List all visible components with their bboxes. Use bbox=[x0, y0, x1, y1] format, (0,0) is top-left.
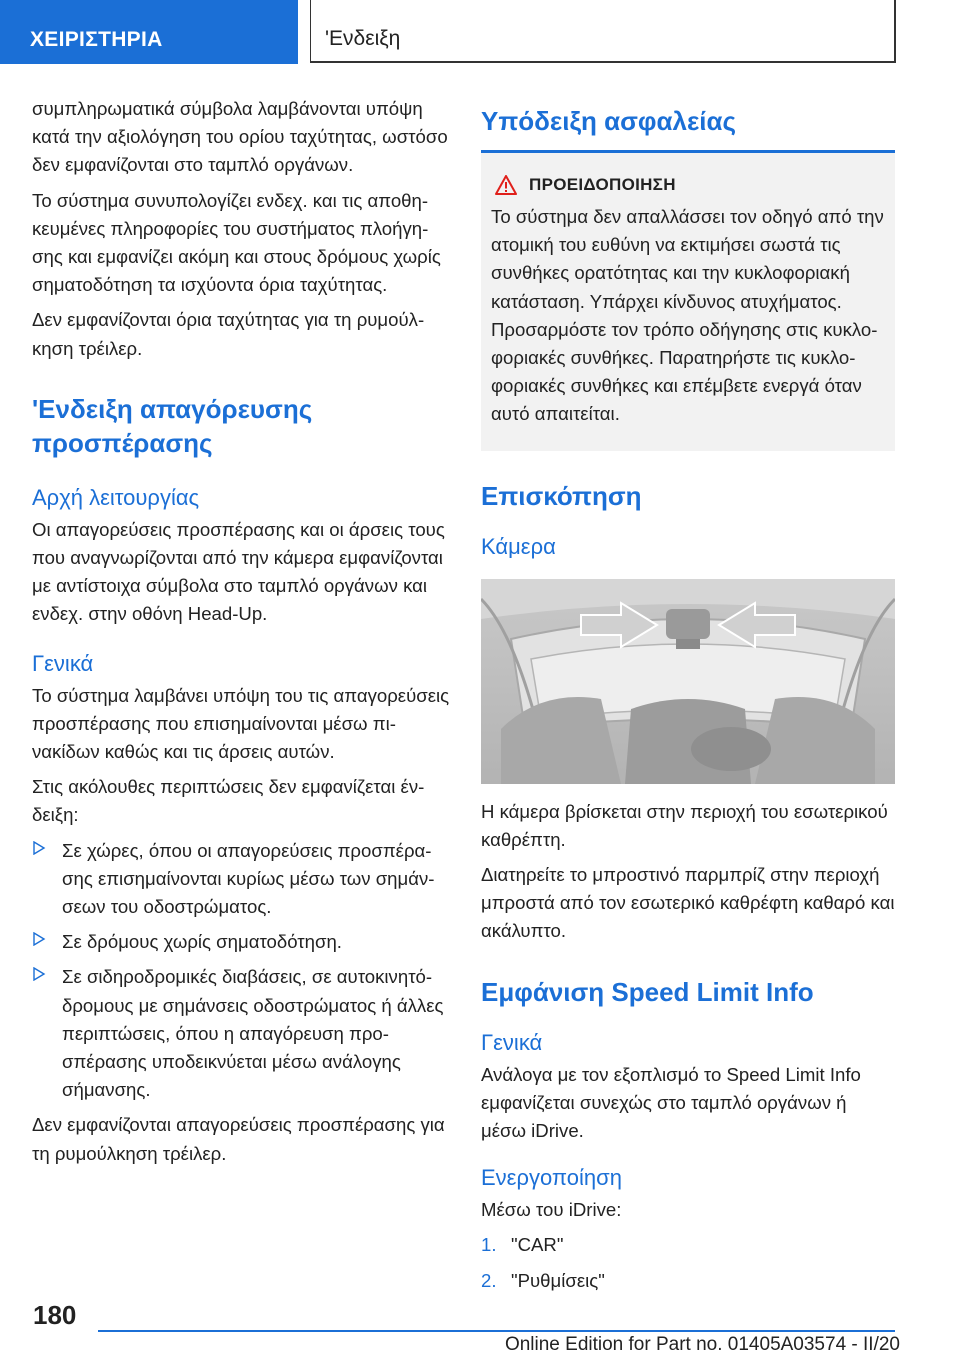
list-item-text: Σε σιδηροδρομικές διαβάσεις, σε αυτοκινητόδρομους με σημάνσεις οδοστρώματος ή άλλες περιπτώσεις, όπου η απαγόρευση προσπέρασης υποδεικνύεται μέσω ανάλογης σήμανσης. bbox=[62, 966, 444, 1101]
paragraph: Δεν εμφανίζονται απαγορεύσεις προσπέρασης για τη ρυμούλκηση τρέιλερ. bbox=[32, 1114, 445, 1164]
paragraph: Το σύστημα λαμβάνει υπόψη του τις απαγορεύσεις προσπέρασης που επισημαίνονται μέσω πινακίδων καθώς και τις άρσεις αυτών. bbox=[32, 684, 450, 763]
step-text: "Ρυθμίσεις" bbox=[511, 1269, 605, 1291]
triangle-right-outline-icon bbox=[32, 932, 46, 946]
heading-general: Γενικά bbox=[481, 1029, 543, 1055]
car-interior-rear-window-illustration bbox=[481, 579, 895, 784]
paragraph: Το σύστημα συνυπολογίζει ενδεχ. και τις αποθηκευμένες πληροφορίες του συστήματος πλοήγησης και εμφανίζει ακόμη και στους δρόμους χωρίς σηματοδότηση τα ισχύοντα όρια ταχύτητας. bbox=[32, 189, 441, 296]
paragraph: Οι απαγορεύσεις προσπέρασης και οι άρσεις τους που αναγνωρίζονται από την κάμερα εμφανίζονται με αντίστοιχα σύμβολα στο ταμπλό οργάνων και ενδεχ. στην οθόνη Head-Up. bbox=[32, 518, 445, 625]
right-column bbox=[481, 104, 895, 1302]
step-number: 1. bbox=[481, 1234, 497, 1256]
paragraph: Η κάμερα βρίσκεται στην περιοχή του εσωτερικού καθρέπτη. bbox=[481, 800, 888, 850]
paragraph: Μέσω του iDrive: bbox=[481, 1199, 622, 1221]
triangle-right-outline-icon bbox=[32, 841, 46, 855]
step-number: 2. bbox=[481, 1269, 497, 1291]
heading-safety: Υπόδειξη ασφαλείας bbox=[481, 106, 737, 136]
triangle-right-outline-icon bbox=[32, 967, 46, 981]
warning-box bbox=[481, 153, 895, 451]
heading-general: Γενικά bbox=[32, 650, 94, 676]
heading-principle: Αρχή λειτουργίας bbox=[32, 484, 200, 510]
step-text: "CAR" bbox=[511, 1234, 564, 1256]
paragraph: Ανάλογα με τον εξοπλισμό το Speed Limit Info εμφανίζεται συνεχώς στο ταμπλό οργάνων ή μέσω iDrive. bbox=[481, 1063, 861, 1142]
list-item bbox=[32, 963, 452, 1104]
section-title: 'Ενδειξη bbox=[310, 0, 896, 63]
heading-overtaking bbox=[32, 392, 452, 460]
warning-text: Το σύστημα δεν απαλλάσσει τον οδηγό από την ατομική του ευθύνη να εκτιμήσει σωστά τις συνθήκες ορατότητας και την κυκλοφοριακή κατάσταση. Υπάρχει κίνδυνος ατυχήματος. Προσαρμόστε τον τρόπο οδήγησης στις κυκλοφοριακές συνθήκες. Παρατηρήστε τις κυκλοφοριακές συνθήκες και επέμβετε ενεργά όταν αυτό απαιτείται. bbox=[491, 206, 884, 425]
heading-camera: Κάμερα bbox=[481, 533, 556, 559]
divider bbox=[98, 1330, 895, 1332]
warning-header bbox=[491, 175, 885, 195]
paragraph: συμπληρωματικά σύμβολα λαμβάνονται υπόψη κατά την αξιολόγηση του ορίου ταχύτητας, ωστόσο δεν εμφανίζονται στο ταμπλό οργάνων. bbox=[32, 98, 448, 176]
heading-line: προσπέρασης bbox=[32, 427, 213, 458]
heading-speed-limit-info: Εμφάνιση Speed Limit Info bbox=[481, 976, 814, 1007]
warning-triangle-icon bbox=[495, 175, 517, 195]
list-item bbox=[32, 837, 452, 922]
left-column bbox=[32, 95, 452, 1175]
list-item bbox=[481, 1267, 895, 1295]
footer-edition: Online Edition for Part no. 01405A03574 - II/20 bbox=[504, 1334, 900, 1355]
bullet-list bbox=[32, 837, 452, 1105]
heading-line: 'Ενδειξη απαγόρευσης bbox=[32, 393, 313, 424]
list-item-text: Σε δρόμους χωρίς σηματοδότηση. bbox=[62, 931, 342, 953]
list-item-text: Σε χώρες, όπου οι απαγορεύσεις προσπέρασης επισημαίνονται κυρίως μέσω των σημάνσεων του οδοστρώματος. bbox=[62, 839, 435, 918]
list-item bbox=[32, 928, 452, 956]
warning-label: ΠΡΟΕΙΔΟΠΟΙΗΣΗ bbox=[529, 175, 676, 194]
chapter-tab[interactable]: ΧΕΙΡΙΣΤΗΡΙΑ bbox=[0, 0, 298, 64]
list-item bbox=[481, 1231, 895, 1259]
page-number: 180 bbox=[33, 1300, 77, 1330]
numbered-list bbox=[481, 1231, 895, 1294]
paragraph: Διατηρείτε το μπροστινό παρμπρίζ στην περιοχή μπροστά από τον εσωτερικό καθρέφτη καθαρό και ακάλυπτο. bbox=[481, 864, 895, 942]
heading-overview: Επισκόπηση bbox=[481, 480, 642, 511]
paragraph: Δεν εμφανίζονται όρια ταχύτητας για τη ρυμούλκηση τρέιλερ. bbox=[32, 309, 425, 359]
paragraph: Στις ακόλουθες περιπτώσεις δεν εμφανίζεται ένδειξη: bbox=[32, 776, 425, 826]
heading-activation: Ενεργοποίηση bbox=[481, 1165, 622, 1191]
